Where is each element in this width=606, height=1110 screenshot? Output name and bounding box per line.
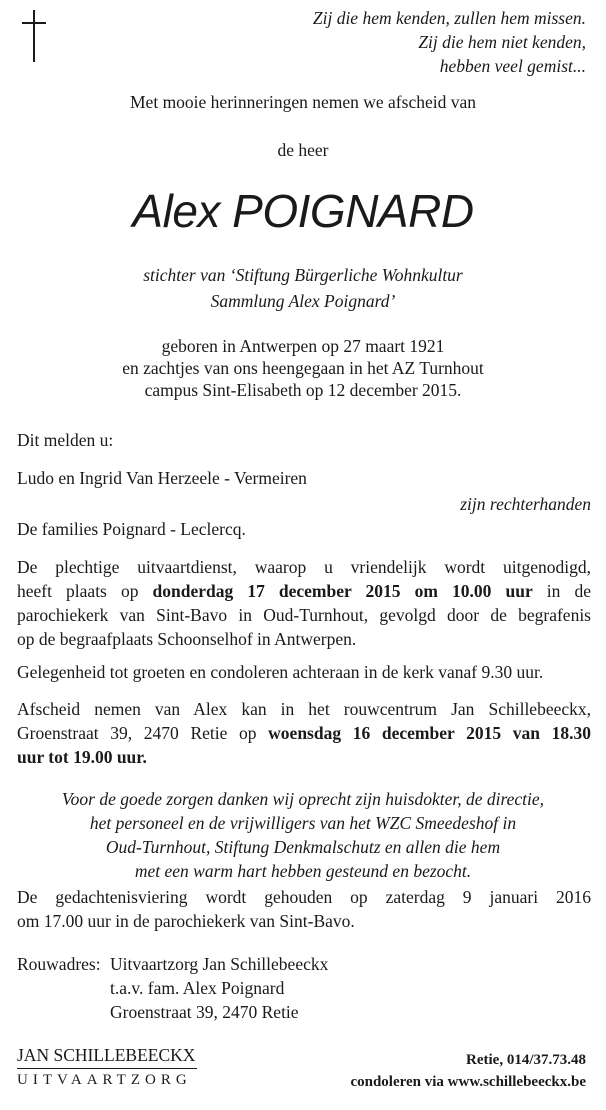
mourning-address (17, 952, 591, 1024)
announce-text: Dit melden u: (17, 430, 114, 450)
thanks-line: met een warm hart hebben gesteund en bezocht. (134, 861, 472, 881)
brand-subtitle: UITVAARTZORG (17, 1072, 192, 1088)
condolence-text: Gelegenheid tot groeten en condoleren achteraan in de kerk vanaf 9.30 uur. (17, 662, 544, 682)
death-place-line: campus Sint-Elisabeth op 12 december 2015. (144, 380, 462, 400)
family-1: Ludo en Ingrid Van Herzeele - Vermeiren (17, 468, 307, 488)
subtitle (0, 262, 606, 314)
service-line: op de begraafplaats Schoonselhof in Antwerpen. (17, 629, 357, 649)
memorial-line: De gedachtenisviering wordt gehouden op zaterdag 9 januari 2016 (17, 887, 591, 907)
farewell-paragraph (17, 697, 591, 769)
farewell-line: Groenstraat 39, 2470 Retie op woensdag 16 december 2015 van 18.30 (17, 723, 592, 743)
service-date: donderdag 17 december 2015 om 10.00 uur (152, 581, 533, 601)
title-prefix: de heer (277, 140, 329, 160)
memorial-line: om 17.00 uur in de parochiekerk van Sint-Bavo. (17, 911, 355, 931)
deceased-name: Alex POIGNARD (132, 185, 474, 237)
death-line: en zachtjes van ons heengegaan in het AZ Turnhout (122, 358, 484, 378)
service-line: heeft plaats op donderdag 17 december 2015 om 10.00 uur in de (17, 581, 592, 601)
address-line: Groenstraat 39, 2470 Retie (110, 1002, 299, 1022)
address-label: Rouwadres: (17, 954, 101, 974)
motto-line: Zij die hem kenden, zullen hem missen. (312, 8, 586, 28)
birth-line: geboren in Antwerpen op 27 maart 1921 (161, 336, 445, 356)
farewell-time: uur tot 19.00 uur. (17, 747, 147, 767)
memorial-paragraph (17, 885, 591, 933)
family-1-role: zijn rechterhanden (460, 494, 591, 514)
subtitle-line: Sammlung Alex Poignard’ (210, 291, 396, 311)
motto-line: Zij die hem niet kenden, (418, 32, 586, 52)
service-paragraph (17, 555, 591, 651)
subtitle-line: stichter van ‘Stiftung Bürgerliche Wohnkultur (143, 265, 463, 285)
address-line: Uitvaartzorg Jan Schillebeeckx (110, 954, 329, 974)
address-line: t.a.v. fam. Alex Poignard (110, 978, 285, 998)
brand-divider (17, 1068, 197, 1069)
thanks-line: Oud-Turnhout, Stiftung Denkmalschutz en allen die hem (105, 837, 501, 857)
thanks-line: Voor de goede zorgen danken wij oprecht zijn huisdokter, de directie, (61, 789, 545, 809)
birth-death-info (0, 335, 606, 401)
service-line: parochiekerk van Sint-Bavo in Oud-Turnhout, gevolgd door de begrafenis (17, 605, 591, 625)
thanks-paragraph (0, 787, 606, 883)
contact-phone: Retie, 014/37.73.48 (466, 1052, 586, 1068)
farewell-line: Afscheid nemen van Alex kan in het rouwcentrum Jan Schillebeeckx, (17, 699, 591, 719)
thanks-line: het personeel en de vrijwilligers van het WZC Smeedeshof in (89, 813, 517, 833)
intro-text: Met mooie herinneringen nemen we afscheid van (130, 92, 476, 112)
motto-quote (313, 6, 586, 78)
footer-contact (350, 1049, 586, 1093)
family-2: De families Poignard - Leclercq. (17, 519, 246, 539)
motto-line: hebben veel gemist... (439, 56, 586, 76)
service-line: De plechtige uitvaartdienst, waarop u vriendelijk wordt uitgenodigd, (17, 557, 591, 577)
contact-website[interactable]: condoleren via www.schillebeeckx.be (350, 1074, 586, 1090)
brand-name: JAN SCHILLEBEECKX (17, 1045, 196, 1065)
farewell-date: woensdag 16 december 2015 van 18.30 (268, 723, 592, 743)
